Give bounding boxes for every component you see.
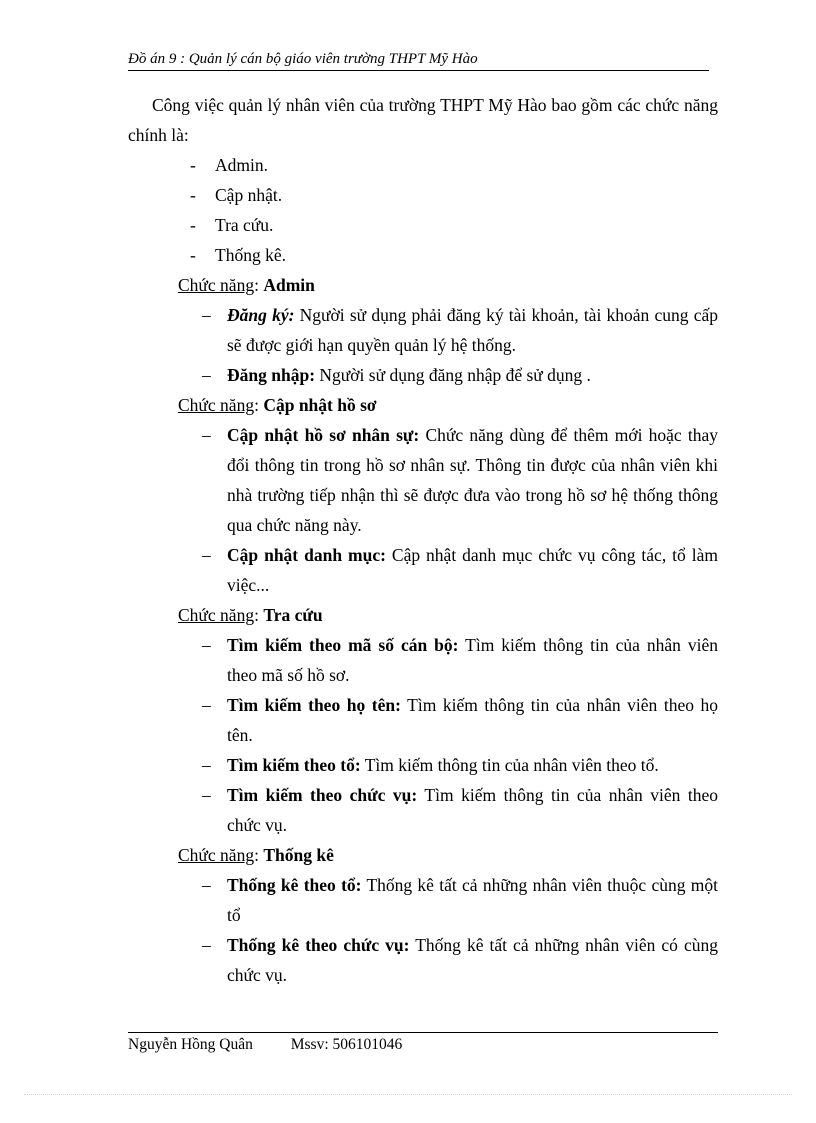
section-items bbox=[128, 420, 718, 600]
dash-bullet: – bbox=[202, 365, 211, 385]
dash-bullet: - bbox=[190, 215, 196, 235]
section-tra-cuu bbox=[128, 600, 718, 840]
dash-bullet: – bbox=[202, 755, 211, 775]
list-item: - Cập nhật. bbox=[128, 180, 718, 210]
dash-bullet: – bbox=[202, 935, 211, 955]
section-items bbox=[128, 870, 718, 990]
dash-bullet: – bbox=[202, 875, 211, 895]
section-title: Chức năng: Tra cứu bbox=[178, 605, 323, 625]
list-item: - Admin. bbox=[128, 150, 718, 180]
section-title: Chức năng: Cập nhật hồ sơ bbox=[178, 395, 377, 415]
section-items bbox=[128, 630, 718, 840]
section-title: Chức năng: Thống kê bbox=[178, 845, 334, 865]
list-item: – Tìm kiếm theo mã số cán bộ: Tìm kiếm thông tin của nhân viên theo mã số hồ sơ. bbox=[128, 630, 718, 690]
section-thong-ke bbox=[128, 840, 718, 990]
dash-bullet: – bbox=[202, 545, 211, 565]
list-item: – Cập nhật danh mục: Cập nhật danh mục chức vụ công tác, tổ làm việc... bbox=[128, 540, 718, 600]
intro-paragraph: Công việc quản lý nhân viên của trường THPT Mỹ Hào bao gồm các chức năng chính là: bbox=[128, 95, 718, 145]
footer-author: Nguyễn Hồng Quân bbox=[128, 1036, 253, 1053]
list-item: – Cập nhật hồ sơ nhân sự: Chức năng dùng để thêm mới hoặc thay đổi thông tin trong hồ sơ nhân sự. Thông tin được của nhân viên khi nhà trường tiếp nhận thì sẽ được đưa vào trong hồ sơ hệ thống thông qua chức năng này. bbox=[128, 420, 718, 540]
dash-bullet: – bbox=[202, 425, 211, 445]
list-item: – Tìm kiếm theo chức vụ: Tìm kiếm thông tin của nhân viên theo chức vụ. bbox=[128, 780, 718, 840]
dash-bullet: - bbox=[190, 155, 196, 175]
dash-bullet: – bbox=[202, 785, 211, 805]
list-item: – Đăng nhập: Người sử dụng đăng nhập để sử dụng . bbox=[128, 360, 718, 390]
section-title: Chức năng: Admin bbox=[178, 275, 315, 295]
dash-bullet: - bbox=[190, 185, 196, 205]
dash-bullet: – bbox=[202, 695, 211, 715]
section-items bbox=[128, 300, 718, 390]
list-item: – Thống kê theo tổ: Thống kê tất cả những nhân viên thuộc cùng một tổ bbox=[128, 870, 718, 930]
list-item: – Đăng ký: Người sử dụng phải đăng ký tài khoản, tài khoản cung cấp sẽ được giới hạn quyền quản lý hệ thống. bbox=[128, 300, 718, 360]
page-edge-divider bbox=[24, 1094, 792, 1095]
list-item: - Thống kê. bbox=[128, 240, 718, 270]
list-item: – Tìm kiếm theo tổ: Tìm kiếm thông tin của nhân viên theo tổ. bbox=[128, 750, 718, 780]
list-item: - Tra cứu. bbox=[128, 210, 718, 240]
section-admin bbox=[128, 270, 718, 390]
page-header bbox=[128, 50, 709, 71]
dash-bullet: - bbox=[190, 245, 196, 265]
list-item: – Tìm kiếm theo họ tên: Tìm kiếm thông tin của nhân viên theo họ tên. bbox=[128, 690, 718, 750]
dash-bullet: – bbox=[202, 635, 211, 655]
page-footer bbox=[128, 1032, 718, 1055]
dash-bullet: – bbox=[202, 305, 211, 325]
main-functions-list bbox=[128, 150, 718, 270]
page-content bbox=[128, 90, 718, 990]
document-title: Đồ án 9 : Quản lý cán bộ giáo viên trường THPT Mỹ Hào bbox=[128, 51, 478, 67]
section-cap-nhat bbox=[128, 390, 718, 600]
list-item: – Thống kê theo chức vụ: Thống kê tất cả những nhân viên có cùng chức vụ. bbox=[128, 930, 718, 990]
footer-student-id: Mssv: 506101046 bbox=[290, 1036, 403, 1053]
